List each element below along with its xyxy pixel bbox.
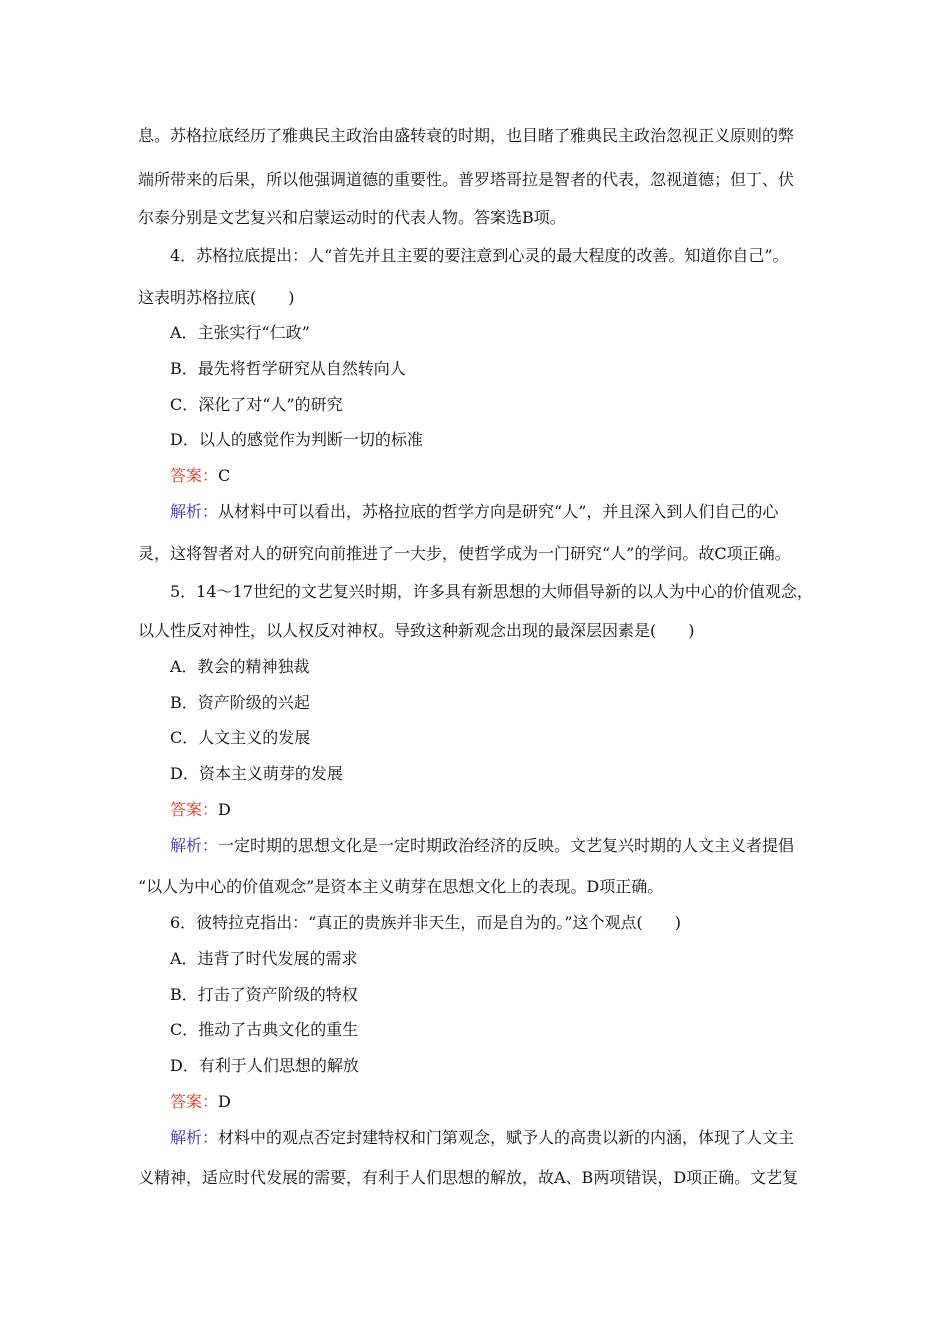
q6-answer (170, 1092, 231, 1112)
q5-analysis-text-1: 一定时期的思想文化是一定时期政治经济的反映。文艺复兴时期的人文主义者提倡 (218, 836, 795, 855)
q4-option-b: B．最先将哲学研究从自然转向人 (170, 359, 406, 378)
analysis-label: 解析： (170, 1128, 219, 1147)
q4-analysis-line-1 (170, 502, 778, 522)
q5-option-d: D．资本主义萌芽的发展 (170, 764, 343, 783)
q5-answer (170, 800, 231, 820)
analysis-label: 解析： (170, 836, 219, 855)
q5-analysis-line-2: “以人为中心的价值观念”是资本主义萌芽在思想文化上的表现。D项正确。 (138, 877, 664, 896)
analysis-label: 解析： (170, 502, 219, 521)
intro-line-3: 尔泰分别是文艺复兴和启蒙运动时的代表人物。答案选B项。 (138, 208, 566, 227)
q5-option-b: B．资产阶级的兴起 (170, 693, 310, 712)
q6-analysis-text-1: 材料中的观点否定封建特权和门第观念，赋予人的高贵以新的内涵，体现了人文主 (218, 1128, 795, 1147)
q4-answer (170, 466, 230, 486)
q5-option-c: C．人文主义的发展 (170, 728, 311, 747)
q4-stem-line-1: 4．苏格拉底提出：人“首先并且主要的要注意到心灵的最大程度的改善。知道你自己”。 (170, 246, 789, 265)
q4-analysis-text-1: 从材料中可以看出，苏格拉底的哲学方向是研究“人”，并且深入到人们自己的心 (218, 502, 779, 521)
q4-stem-line-2: 这表明苏格拉底( ) (138, 288, 295, 307)
answer-label: 答案： (170, 1092, 219, 1111)
q5-option-a: A．教会的精神独裁 (170, 657, 310, 676)
intro-line-1: 息。苏格拉底经历了雅典民主政治由盛转衰的时期，也目睹了雅典民主政治忽视正义原则的弊 (138, 126, 795, 145)
q6-answer-value: D (218, 1092, 231, 1111)
q4-option-d: D．以人的感觉作为判断一切的标准 (170, 430, 423, 449)
q5-answer-value: D (218, 800, 231, 819)
q6-analysis-line-2: 义精神，适应时代发展的需要，有利于人们思想的解放，故A、B两项错误，D项正确。文艺复 (138, 1168, 799, 1187)
q5-stem-line-2: 以人性反对神性，以人权反对神权。导致这种新观念出现的最深层因素是( ) (138, 621, 695, 640)
q4-answer-value: C (218, 466, 231, 485)
intro-line-2: 端所带来的后果，所以他强调道德的重要性。普罗塔哥拉是智者的代表，忽视道德；但丁、伏 (138, 170, 795, 189)
q5-stem-line-1: 5．14～17世纪的文艺复兴时期，许多具有新思想的大师倡导新的以人为中心的价值观念， (170, 582, 813, 601)
q6-option-a: A．违背了时代发展的需求 (170, 949, 358, 968)
answer-label: 答案： (170, 800, 219, 819)
q5-analysis-line-1 (170, 836, 794, 856)
answer-label: 答案： (170, 466, 219, 485)
q4-analysis-line-2: 灵，这将智者对人的研究向前推进了一大步，使哲学成为一门研究“人”的学问。故C项正确。 (138, 544, 791, 563)
q6-option-c: C．推动了古典文化的重生 (170, 1020, 359, 1039)
q6-option-d: D．有利于人们思想的解放 (170, 1056, 359, 1075)
q6-stem-line-1: 6．彼特拉克指出：“真正的贵族并非天生，而是自为的。”这个观点( ) (170, 913, 682, 932)
q4-option-a: A．主张实行“仁政” (170, 323, 310, 342)
q4-option-c: C．深化了对“人”的研究 (170, 395, 343, 414)
q6-option-b: B．打击了资产阶级的特权 (170, 985, 358, 1004)
q6-analysis-line-1 (170, 1128, 794, 1148)
